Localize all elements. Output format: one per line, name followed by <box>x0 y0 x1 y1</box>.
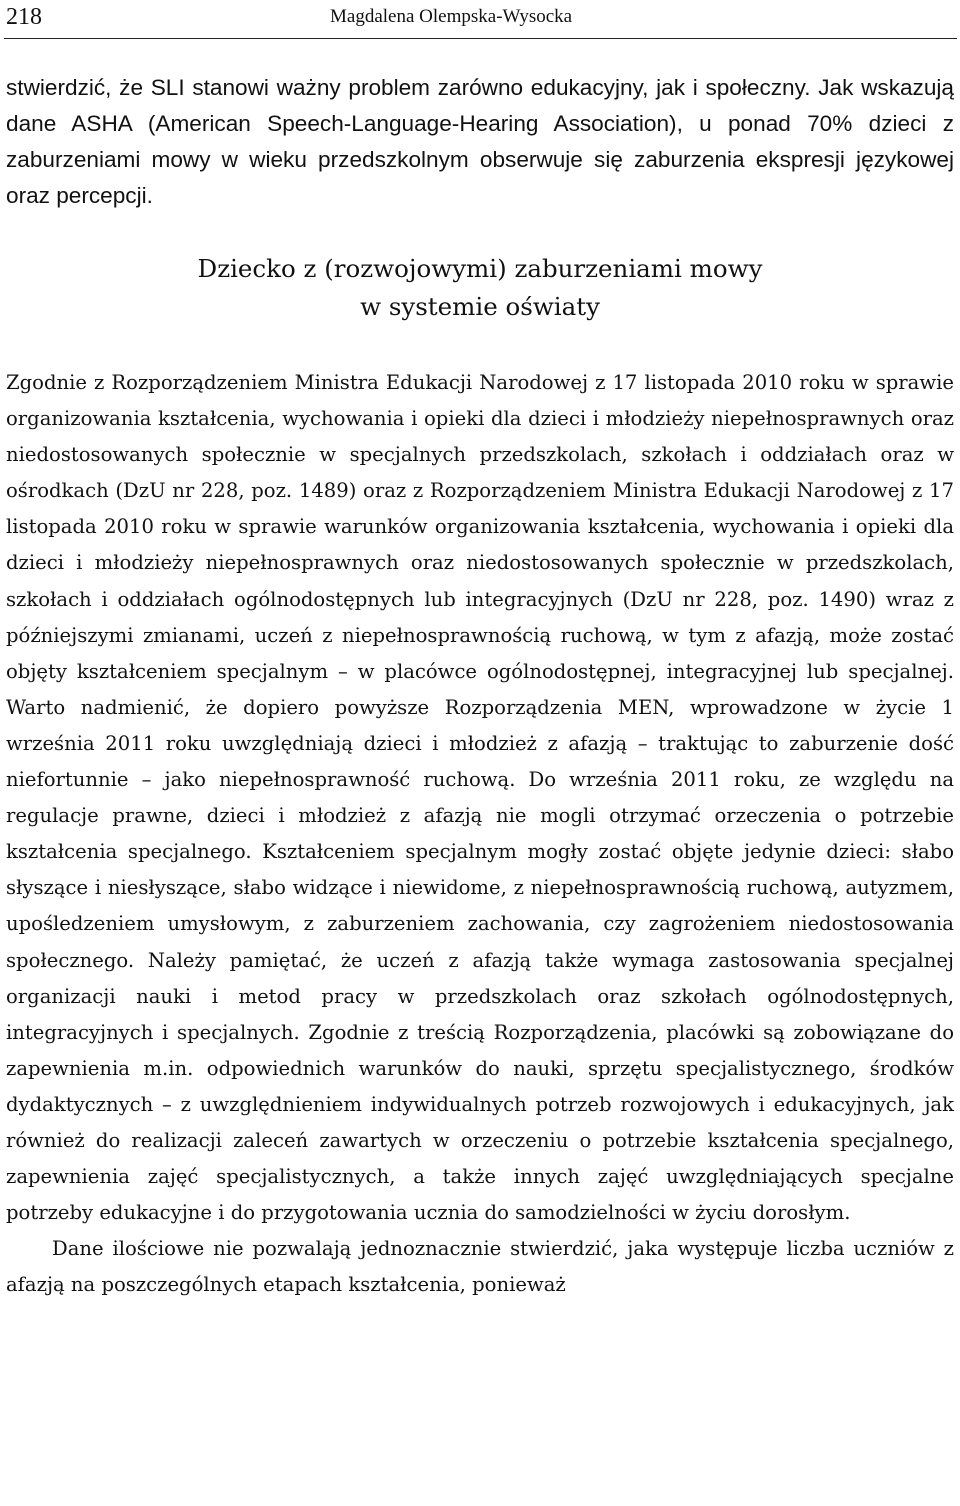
running-header <box>0 0 960 40</box>
section-heading-line-2: w systemie oświaty <box>360 292 600 321</box>
section-heading-line-1: Dziecko z (rozwojowymi) zaburzeniami mowy <box>197 254 763 283</box>
body-paragraph: Zgodnie z Rozporządzeniem Ministra Edukacji Narodowej z 17 listopada 2010 roku w sprawie organizowania kształcenia, wychowania i opieki dla dzieci i młodzieży niepełnosprawnych oraz niedostosowanych społecznie w specjalnych przedszkolach, szkołach i oddziałach oraz w ośrodkach (DzU nr 228, poz. 1489) oraz z Rozporządzeniem Ministra Edukacji Narodowej z 17 listopada 2010 roku w sprawie warunków organizowania kształcenia, wychowania i opieki dla dzieci i młodzieży niepełnosprawnych oraz niedostosowanych społecznie w przedszkolach, szkołach i oddziałach ogólnodostępnych lub integracyjnych (DzU nr 228, poz. 1490) wraz z późniejszymi zmianami, uczeń z niepełnosprawnością ruchową, w tym z afazją, może zostać objęty kształceniem specjalnym – w placówce ogólnodostępnej, integracyjnej lub specjalnej. Warto nadmienić, że dopiero powyższe Rozporządzenia MEN, wprowadzone w życie 1 września 2011 roku uwzględniają dzieci i młodzież z afazją – traktując to zaburzenie dość niefortunnie – jako niepełnosprawność ruchową. Do września 2011 roku, ze względu na regulacje prawne, dzieci i młodzież z afazją nie mogli otrzymać orzeczenia o potrzebie kształcenia specjalnego. Kształceniem specjalnym mogły zostać objęte jedynie dzieci: słabo słyszące i niesłyszące, słabo widzące i niewidome, z niepełnosprawnością ruchową, autyzmem, upośledzeniem umysłowym, z zaburzeniem zachowania, czy zagrożeniem niedostosowania społecznego. Należy pamiętać, że uczeń z afazją także wymaga zastosowania specjalnej organizacji nauki i metod pracy w przedszkolach oraz szkołach ogólnodostępnych, integracyjnych i specjalnych. Zgodnie z treścią Rozporządzenia, placówki są zobowiązane do zapewnienia m.in. odpowiednich warunków do nauki, sprzętu specjalistycznego, środków dydaktycznych – z uwzględnieniem indywidualnych potrzeb rozwojowych i edukacyjnych, jak również do realizacji zaleceń zawartych w orzeczeniu o potrzebie kształcenia specjalnego, zapewnienia zajęć specjalistycznych, a także innych zajęć uwzględniających specjalne potrzeby edukacyjne i do przygotowania ucznia do samodzielności w życiu dorosłym. <box>6 371 954 1225</box>
intro-paragraph: stwierdzić, że SLI stanowi ważny problem zarówno edukacyjny, jak i społeczny. Jak wskazują dane ASHA (American Speech-Language-Hearing Association), u ponad 70% dzieci z zaburzeniami mowy w wieku przedszkolnym obserwuje się zaburzenia ekspresji językowej oraz percepcji. <box>6 75 954 208</box>
body-text <box>6 365 954 1303</box>
page-number: 218 <box>6 4 42 30</box>
body-paragraph: Dane ilościowe nie pozwalają jednoznacznie stwierdzić, jaka występuje liczba uczniów z afazją na poszczególnych etapach kształcenia, ponieważ <box>6 1237 954 1297</box>
header-rule <box>4 38 957 39</box>
section-heading <box>0 250 960 326</box>
running-head-author: Magdalena Olempska-Wysocka <box>330 6 573 27</box>
